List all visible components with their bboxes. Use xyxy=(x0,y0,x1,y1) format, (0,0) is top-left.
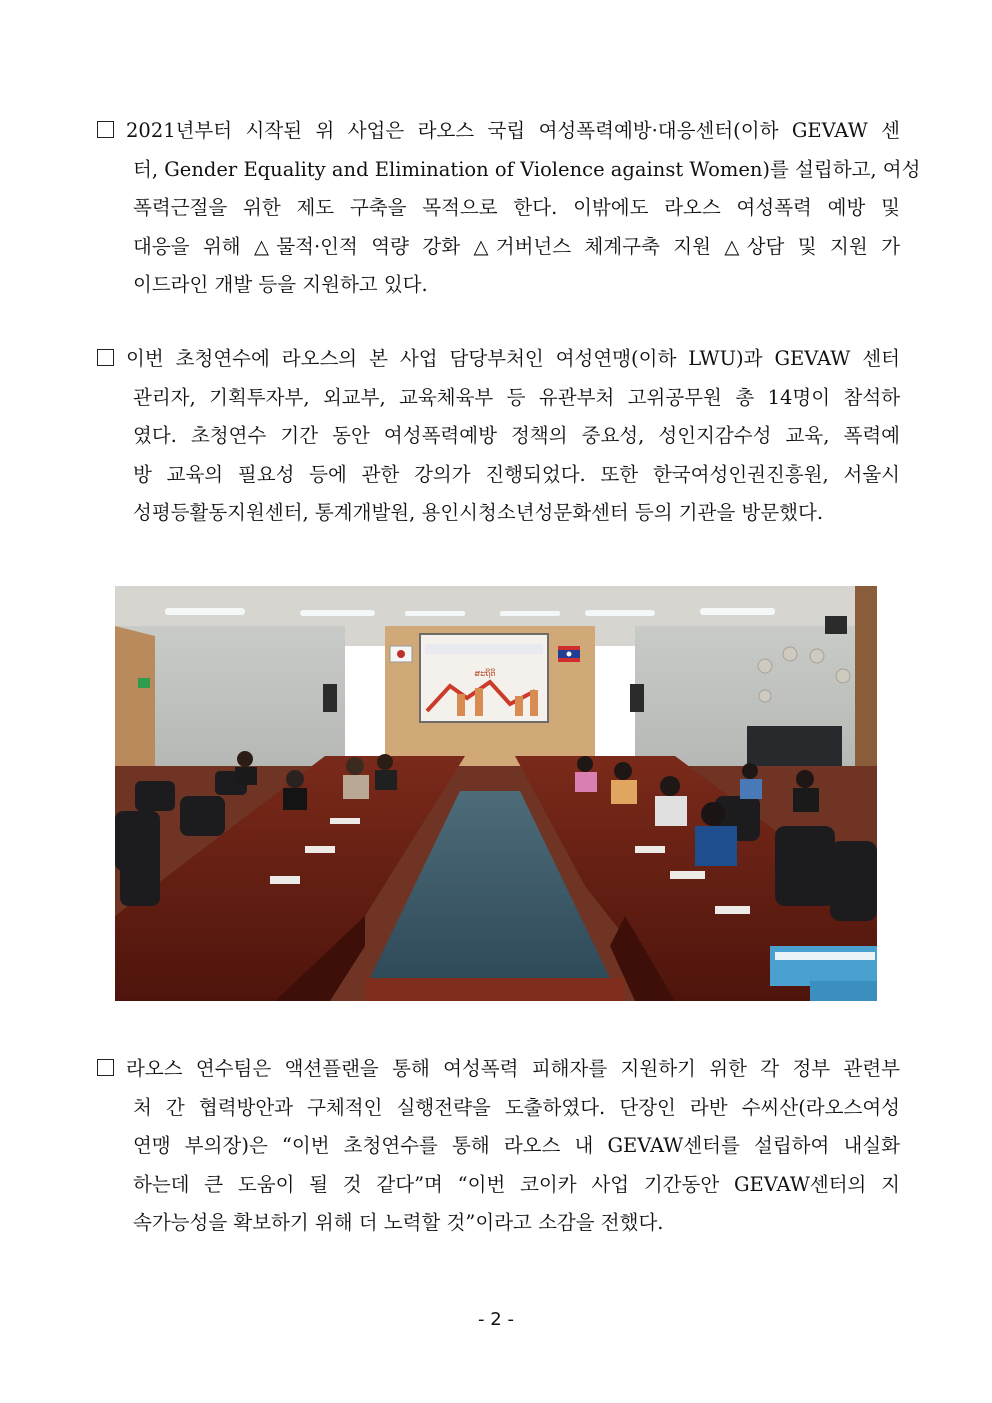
conference-room-photo xyxy=(115,586,877,1001)
slide-title-text: ສະຖິຕິ xyxy=(474,669,496,678)
line-text: 연맹 부의장)은 “이번 초청연수를 통해 라오스 내 GEVAW센터를 설립하여 내실화 xyxy=(133,1134,900,1157)
paragraph-line xyxy=(95,1166,900,1205)
checkbox-square-icon xyxy=(97,121,114,138)
line-text: 방 교육의 필요성 등에 관한 강의가 진행되었다. 또한 한국여성인권진흥원, 서울시 xyxy=(133,462,900,486)
paragraph-line xyxy=(95,189,900,228)
paragraph-3 xyxy=(95,1050,900,1243)
line-text: 하는데 큰 도움이 될 것 같다”며 “이번 코이카 사업 기간동안 GEVAW센터의 지 xyxy=(133,1172,900,1196)
paragraph-line xyxy=(95,456,900,495)
paragraph-2 xyxy=(95,340,900,533)
checkbox-square-icon xyxy=(97,1059,114,1076)
line-text: 이드라인 개발 등을 지원하고 있다. xyxy=(133,273,428,296)
paragraph-line xyxy=(95,1127,900,1166)
line-text: 라오스 연수팀은 액션플랜을 통해 여성폭력 피해자를 지원하기 위한 각 정부 관련부 xyxy=(126,1057,900,1080)
paragraph-1 xyxy=(95,112,921,305)
paragraph-line xyxy=(95,1204,900,1243)
line-text: 관리자, 기획투자부, 외교부, 교육체육부 등 유관부처 고위공무원 총 14명이 참석하 xyxy=(133,385,900,409)
paragraph-line xyxy=(95,1050,900,1089)
line-text: 폭력근절을 위한 제도 구축을 목적으로 한다. 이밖에도 라오스 여성폭력 예방 및 xyxy=(133,196,900,219)
paragraph-line xyxy=(95,266,900,305)
line-text: 처 간 협력방안과 구체적인 실행전략을 도출하였다. 단장인 라반 수씨산(라오스여성 xyxy=(133,1095,900,1119)
paragraph-line xyxy=(95,112,900,151)
line-text: 속가능성을 확보하기 위해 더 노력할 것”이라고 소감을 전했다. xyxy=(133,1211,664,1234)
page-number: - 2 - xyxy=(478,1309,514,1330)
line-text: 대응을 위해 △물적·인적 역량 강화 △거버넌스 체계구축 지원 △상담 및 지원 가 xyxy=(133,234,900,258)
paragraph-line xyxy=(95,379,900,418)
paragraph-line xyxy=(95,1089,900,1128)
line-text: 였다. 초청연수 기간 동안 여성폭력예방 정책의 중요성, 성인지감수성 교육, 폭력예 xyxy=(133,424,900,447)
line-text: 터, Gender Equality and Elimination of Violence against Women)를 설립하고, 여성 xyxy=(133,157,921,181)
paragraph-line xyxy=(95,228,900,267)
line-text: 성평등활동지원센터, 통계개발원, 용인시청소년성문화센터 등의 기관을 방문했다. xyxy=(133,501,824,524)
line-text: 이번 초청연수에 라오스의 본 사업 담당부처인 여성연맹(이하 LWU)과 GEVAW 센터 xyxy=(126,347,900,370)
line-text: 2021년부터 시작된 위 사업은 라오스 국립 여성폭력예방·대응센터(이하 GEVAW 센 xyxy=(126,119,900,142)
paragraph-line xyxy=(95,151,921,190)
paragraph-line xyxy=(95,494,900,533)
paragraph-line xyxy=(95,417,900,456)
checkbox-square-icon xyxy=(97,349,114,366)
paragraph-line xyxy=(95,340,900,379)
